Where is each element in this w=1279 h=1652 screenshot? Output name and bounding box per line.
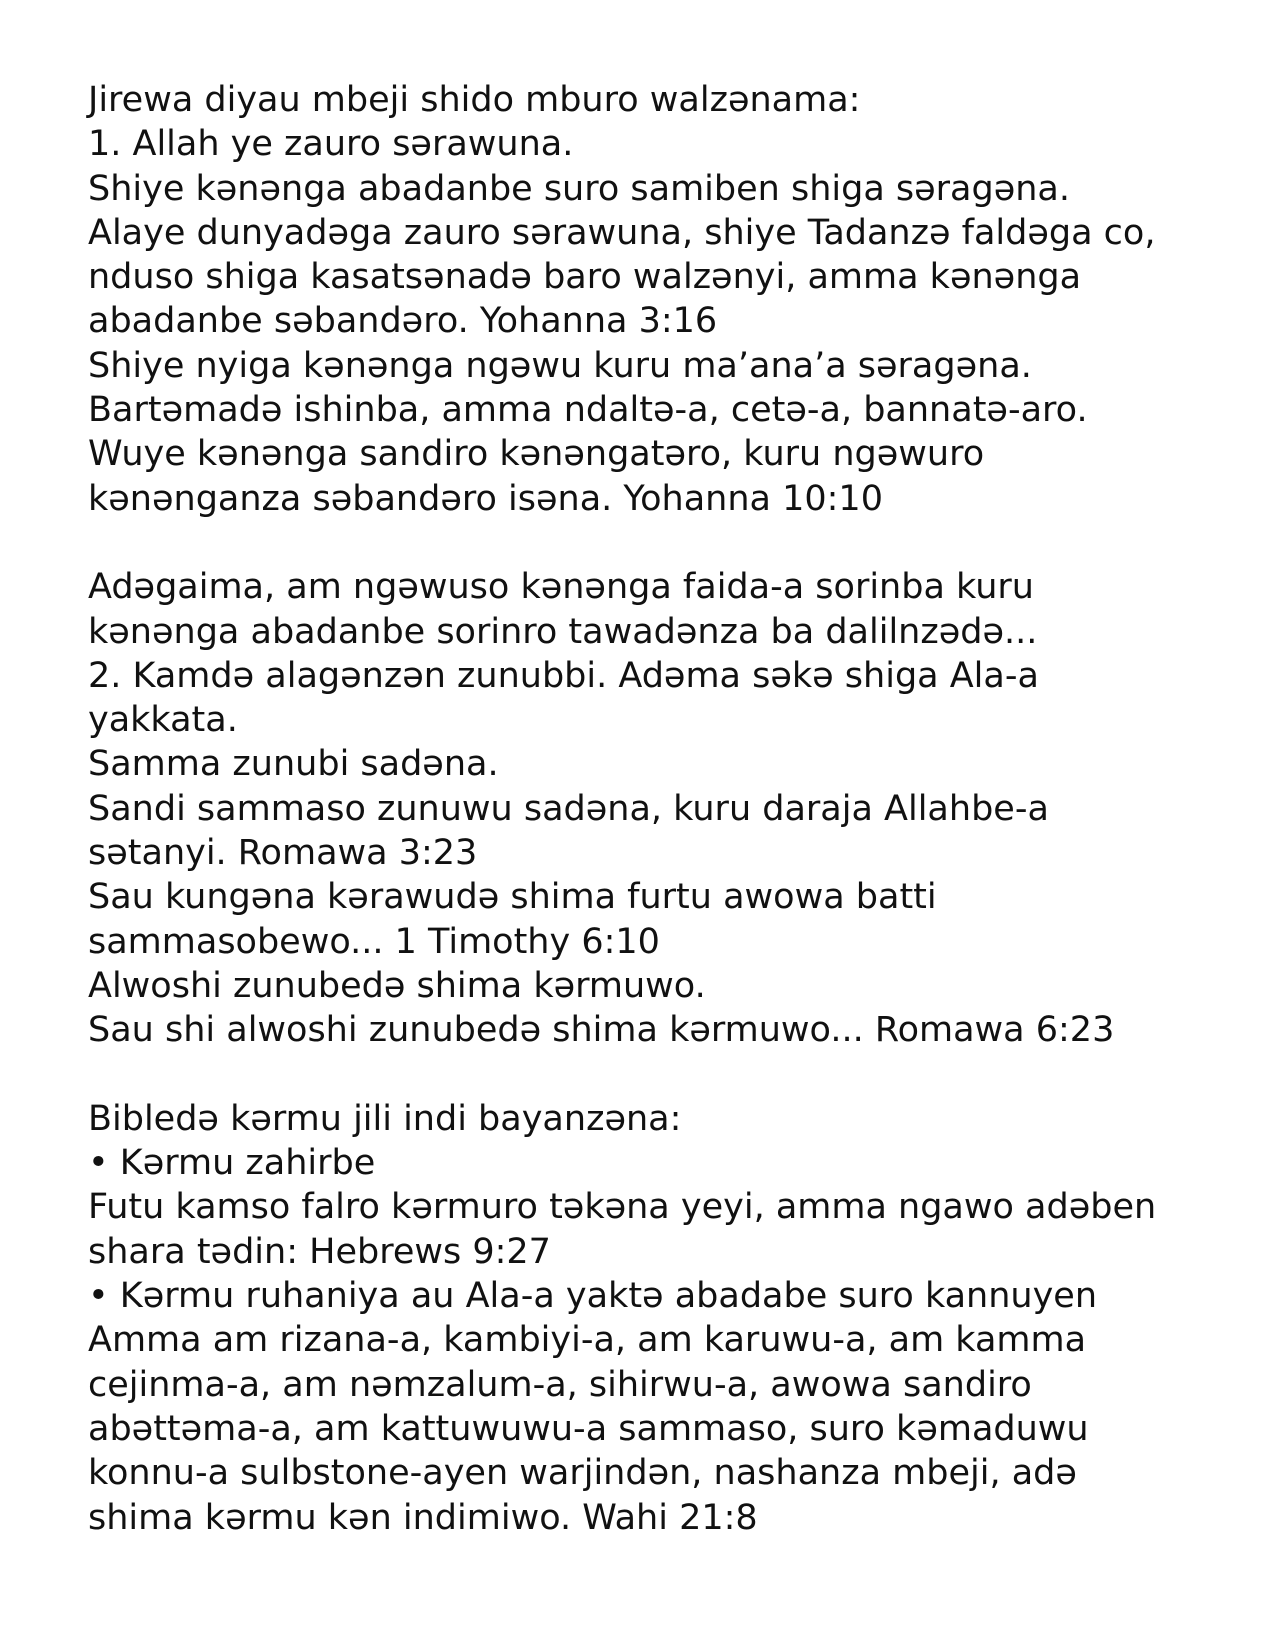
- text-line: kənənganza səbandəro isəna. Yohanna 10:10: [88, 478, 883, 519]
- text-line: Futu kamso falro kərmuro təkəna yeyi, amma ngawo adəben: [88, 1187, 1157, 1228]
- text-line: Samma zunubi sadəna.: [88, 744, 499, 785]
- text-line: Bibledə kərmu jili indi bayanzəna:: [88, 1098, 682, 1139]
- text-line: 1. Allah ye zauro sərawuna.: [88, 124, 574, 165]
- text-line: • Kərmu zahirbe: [88, 1143, 376, 1184]
- text-line: 2. Kamdə alagənzən zunubbi. Adəma səkə shiga Ala-a: [88, 655, 1039, 696]
- text-line: Shiye nyiga kənənga ngəwu kuru ma’ana’a səragəna.: [88, 345, 1032, 386]
- blank-line: [88, 521, 1248, 565]
- text-line: Bartəmadə ishinba, amma ndaltə-a, cetə-a, bannatə-aro.: [88, 390, 1088, 431]
- text-line: kənənga abadanbe sorinro tawadənza ba dalilnzədə...: [88, 611, 1038, 652]
- text-line: Sau kungəna kərawudə shima furtu awowa batti: [88, 877, 937, 918]
- text-line: Jirewa diyau mbeji shido mburo walzənama:: [88, 80, 861, 120]
- text-line: sammasobewo... 1 Timothy 6:10: [88, 921, 660, 962]
- text-line: shara tədin: Hebrews 9:27: [88, 1231, 551, 1272]
- text-line: • Kərmu ruhaniya au Ala-a yaktə abadabe suro kannuyen: [88, 1276, 1098, 1317]
- text-line: abadanbe səbandəro. Yohanna 3:16: [88, 301, 718, 342]
- text-line: shima kərmu kən indimiwo. Wahi 21:8: [88, 1497, 758, 1538]
- text-line: abəttəma-a, am kattuwuwu-a sammaso, suro kəmaduwu: [88, 1408, 1089, 1449]
- blank-line: [88, 1053, 1248, 1097]
- text-line: cejinma-a, am nəmzalum-a, sihirwu-a, awowa sandiro: [88, 1364, 1032, 1405]
- text-line: Alaye dunyadəga zauro sərawuna, shiye Tadanzə faldəga co,: [88, 212, 1156, 253]
- text-line: Adəgaima, am ngəwuso kənənga faida-a sorinba kuru: [88, 567, 1034, 608]
- text-line: sətanyi. Romawa 3:23: [88, 833, 478, 874]
- text-line: Shiye kənənga abadanbe suro samiben shiga səragəna.: [88, 168, 1070, 209]
- text-line: Sandi sammaso zunuwu sadəna, kuru daraja Allahbe-a: [88, 788, 1049, 829]
- text-line: Amma am rizana-a, kambiyi-a, am karuwu-a, am kamma: [88, 1320, 1087, 1361]
- document-body: [88, 78, 1248, 1540]
- text-line: konnu-a sulbstone-ayen warjindən, nashanza mbeji, adə: [88, 1453, 1077, 1494]
- text-line: Sau shi alwoshi zunubedə shima kərmuwo... Romawa 6:23: [88, 1010, 1115, 1051]
- text-line: Alwoshi zunubedə shima kərmuwo.: [88, 965, 706, 1006]
- text-line: yakkata.: [88, 700, 238, 741]
- text-line: nduso shiga kasatsənadə baro walzənyi, amma kənənga: [88, 257, 1082, 298]
- text-line: Wuye kənənga sandiro kənəngatəro, kuru ngəwuro: [88, 434, 985, 475]
